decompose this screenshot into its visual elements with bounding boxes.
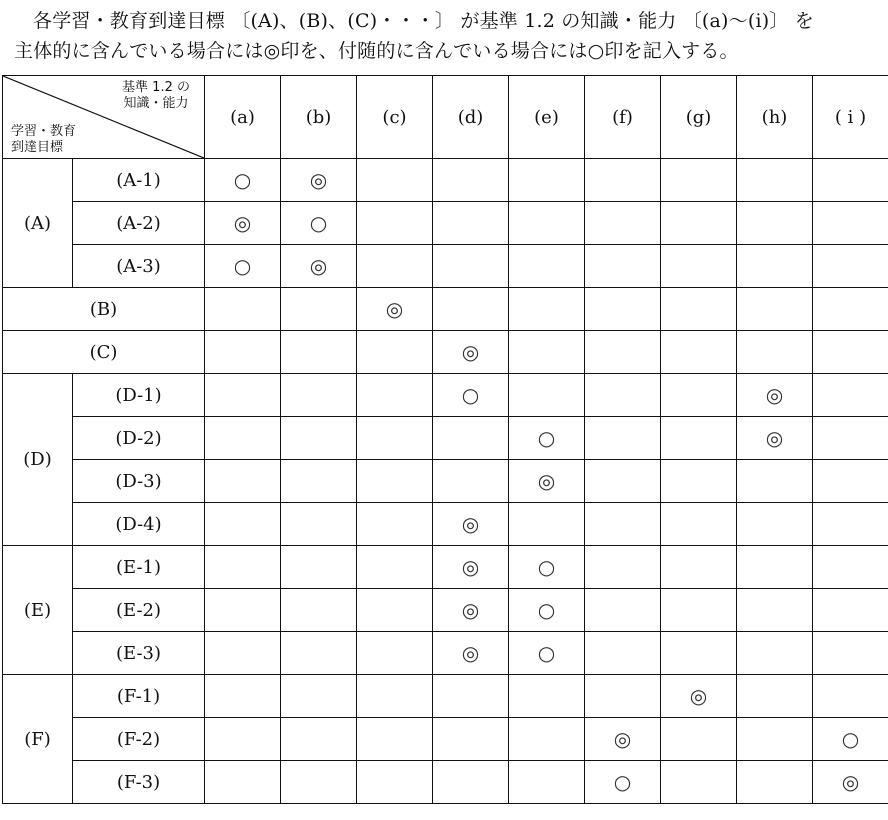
sub-objective-cell: (A-3) <box>73 245 205 288</box>
mark-cell <box>661 202 737 245</box>
mark-cell <box>661 288 737 331</box>
mark-cell <box>737 589 813 632</box>
mark-cell <box>357 632 433 675</box>
mark-cell <box>357 331 433 374</box>
mark-symbol: ○ <box>233 254 252 278</box>
mark-cell <box>281 589 357 632</box>
mark-cell <box>205 460 281 503</box>
mark-cell <box>357 460 433 503</box>
instructions <box>14 6 880 66</box>
table-row <box>3 417 888 460</box>
objectives-matrix-table <box>2 75 888 804</box>
sub-objective-cell: (D-2) <box>73 417 205 460</box>
mark-cell <box>737 503 813 546</box>
objectives-label-line-2: 到達目標 <box>11 140 64 155</box>
mark-cell <box>661 417 737 460</box>
mark-cell <box>509 718 585 761</box>
mark-cell <box>661 589 737 632</box>
mark-symbol: ○ <box>233 168 252 192</box>
mark-cell <box>813 245 888 288</box>
mark-cell <box>661 632 737 675</box>
sub-objective-cell: (F-1) <box>73 675 205 718</box>
mark-cell <box>737 460 813 503</box>
mark-cell <box>509 159 585 202</box>
mark-symbol: ◎ <box>613 727 632 751</box>
criteria-label <box>122 80 190 112</box>
mark-symbol: ◎ <box>461 598 480 622</box>
table-row <box>3 718 888 761</box>
table-row <box>3 503 888 546</box>
criteria-label-line-2: 知識・能力 <box>123 96 189 111</box>
column-header: (f) <box>585 76 661 159</box>
mark-cell <box>433 761 509 804</box>
mark-cell <box>661 374 737 417</box>
mark-cell <box>813 331 888 374</box>
mark-cell <box>661 159 737 202</box>
mark-symbol: ○ <box>841 727 860 751</box>
mark-cell <box>813 202 888 245</box>
mark-cell <box>205 417 281 460</box>
mark-cell <box>509 374 585 417</box>
mark-cell <box>737 761 813 804</box>
table-row <box>3 460 888 503</box>
mark-cell <box>357 245 433 288</box>
mark-cell <box>813 675 888 718</box>
mark-cell <box>585 718 661 761</box>
mark-symbol: ◎ <box>233 211 252 235</box>
mark-cell <box>585 245 661 288</box>
mark-cell <box>737 374 813 417</box>
mark-symbol: ○ <box>461 383 480 407</box>
mark-cell <box>585 202 661 245</box>
mark-cell <box>509 632 585 675</box>
mark-cell <box>585 503 661 546</box>
mark-cell <box>281 460 357 503</box>
mark-cell <box>433 503 509 546</box>
mark-symbol: ◎ <box>461 512 480 536</box>
mark-cell <box>433 417 509 460</box>
mark-cell <box>661 675 737 718</box>
mark-symbol: ◎ <box>309 168 328 192</box>
instructions-line-1: 各学習・教育到達目標 〔(A)、(B)、(C)・・・〕 が基準 1.2 の知識・能力 〔(a)〜(i)〕 を <box>33 10 815 32</box>
mark-cell <box>433 675 509 718</box>
mark-cell <box>357 503 433 546</box>
mark-cell <box>433 245 509 288</box>
mark-cell <box>205 718 281 761</box>
mark-cell <box>433 718 509 761</box>
mark-cell <box>813 374 888 417</box>
mark-cell <box>813 503 888 546</box>
mark-cell <box>281 546 357 589</box>
mark-cell <box>585 288 661 331</box>
mark-cell <box>281 331 357 374</box>
mark-cell <box>281 417 357 460</box>
mark-cell <box>737 159 813 202</box>
mark-symbol: ○ <box>537 598 556 622</box>
mark-cell <box>433 460 509 503</box>
mark-cell <box>433 288 509 331</box>
mark-symbol: ○ <box>537 555 556 579</box>
mark-cell <box>205 632 281 675</box>
sub-objective-cell: (E-1) <box>73 546 205 589</box>
mark-cell <box>813 288 888 331</box>
mark-cell <box>205 331 281 374</box>
mark-cell <box>205 589 281 632</box>
mark-cell <box>433 331 509 374</box>
mark-cell <box>357 159 433 202</box>
mark-cell <box>737 546 813 589</box>
objective-group-cell: (F) <box>3 675 73 804</box>
mark-cell <box>661 718 737 761</box>
objectives-label <box>11 124 76 156</box>
mark-cell <box>585 159 661 202</box>
mark-cell <box>661 245 737 288</box>
mark-cell <box>357 546 433 589</box>
header-row <box>3 76 888 159</box>
mark-cell <box>585 417 661 460</box>
mark-cell <box>661 546 737 589</box>
column-header: (c) <box>357 76 433 159</box>
mark-cell <box>281 675 357 718</box>
mark-cell <box>509 245 585 288</box>
objective-group-cell: (A) <box>3 159 73 288</box>
table-row <box>3 374 888 417</box>
mark-symbol: ○ <box>613 770 632 794</box>
mark-cell <box>357 288 433 331</box>
mark-cell <box>661 331 737 374</box>
mark-cell <box>357 718 433 761</box>
mark-cell <box>585 761 661 804</box>
column-header: (g) <box>661 76 737 159</box>
column-header: (a) <box>205 76 281 159</box>
mark-cell <box>661 761 737 804</box>
mark-cell <box>585 632 661 675</box>
objectives-label-line-1: 学習・教育 <box>11 124 77 139</box>
criteria-label-line-1: 基準 1.2 の <box>122 80 190 95</box>
mark-cell <box>585 374 661 417</box>
mark-cell <box>509 460 585 503</box>
table-row <box>3 546 888 589</box>
mark-cell <box>509 589 585 632</box>
mark-cell <box>813 546 888 589</box>
mark-symbol: ◎ <box>309 254 328 278</box>
mark-cell <box>813 589 888 632</box>
sub-objective-cell: (F-3) <box>73 761 205 804</box>
column-header: (e) <box>509 76 585 159</box>
objective-label-cell: (B) <box>3 288 205 331</box>
matrix-body <box>3 159 888 804</box>
mark-cell <box>813 718 888 761</box>
sub-objective-cell: (D-4) <box>73 503 205 546</box>
mark-cell <box>737 675 813 718</box>
mark-cell <box>205 202 281 245</box>
mark-cell <box>737 245 813 288</box>
table-row <box>3 245 888 288</box>
mark-symbol: ◎ <box>461 641 480 665</box>
objective-group-cell: (D) <box>3 374 73 546</box>
mark-cell <box>357 589 433 632</box>
mark-cell <box>737 202 813 245</box>
mark-cell <box>281 374 357 417</box>
table-row <box>3 761 888 804</box>
table-row <box>3 331 888 374</box>
mark-cell <box>585 331 661 374</box>
mark-symbol: ◎ <box>841 770 860 794</box>
mark-cell <box>813 417 888 460</box>
table-row <box>3 159 888 202</box>
mark-symbol: ◎ <box>461 340 480 364</box>
mark-cell <box>509 417 585 460</box>
mark-cell <box>281 718 357 761</box>
mark-cell <box>357 675 433 718</box>
mark-cell <box>737 718 813 761</box>
mark-cell <box>281 761 357 804</box>
mark-cell <box>433 374 509 417</box>
mark-cell <box>205 245 281 288</box>
mark-cell <box>205 503 281 546</box>
table-row <box>3 589 888 632</box>
mark-cell <box>585 460 661 503</box>
mark-cell <box>205 288 281 331</box>
column-header: (d) <box>433 76 509 159</box>
mark-cell <box>813 460 888 503</box>
mark-cell <box>433 202 509 245</box>
mark-cell <box>281 245 357 288</box>
sub-objective-cell: (D-3) <box>73 460 205 503</box>
objective-group-cell: (E) <box>3 546 73 675</box>
mark-symbol: ○ <box>537 641 556 665</box>
mark-cell <box>357 761 433 804</box>
mark-symbol: ○ <box>309 211 328 235</box>
sub-objective-cell: (A-1) <box>73 159 205 202</box>
sub-objective-cell: (F-2) <box>73 718 205 761</box>
column-header: ( i ) <box>813 76 888 159</box>
table-row <box>3 632 888 675</box>
instructions-line-2: 主体的に含んでいる場合には◎印を、付随的に含んでいる場合には○印を記入する。 <box>14 40 739 62</box>
mark-cell <box>509 761 585 804</box>
mark-cell <box>433 589 509 632</box>
corner-header-cell <box>3 76 205 159</box>
mark-cell <box>205 374 281 417</box>
mark-cell <box>357 374 433 417</box>
table-row <box>3 675 888 718</box>
mark-symbol: ◎ <box>689 684 708 708</box>
table-row <box>3 202 888 245</box>
mark-cell <box>585 546 661 589</box>
mark-symbol: ◎ <box>461 555 480 579</box>
mark-cell <box>357 202 433 245</box>
mark-cell <box>509 288 585 331</box>
mark-cell <box>357 417 433 460</box>
column-header: (h) <box>737 76 813 159</box>
mark-cell <box>509 331 585 374</box>
mark-cell <box>585 675 661 718</box>
column-header: (b) <box>281 76 357 159</box>
mark-cell <box>205 546 281 589</box>
mark-cell <box>205 675 281 718</box>
table-row <box>3 288 888 331</box>
mark-symbol: ◎ <box>765 383 784 407</box>
mark-cell <box>281 503 357 546</box>
mark-cell <box>585 589 661 632</box>
sub-objective-cell: (D-1) <box>73 374 205 417</box>
mark-symbol: ◎ <box>385 297 404 321</box>
mark-cell <box>281 202 357 245</box>
mark-cell <box>509 546 585 589</box>
mark-symbol: ○ <box>537 426 556 450</box>
mark-cell <box>433 159 509 202</box>
sub-objective-cell: (A-2) <box>73 202 205 245</box>
mark-symbol: ◎ <box>537 469 556 493</box>
mark-cell <box>205 761 281 804</box>
mark-cell <box>509 675 585 718</box>
mark-cell <box>813 632 888 675</box>
mark-cell <box>281 632 357 675</box>
mark-cell <box>281 159 357 202</box>
objective-label-cell: (C) <box>3 331 205 374</box>
sub-objective-cell: (E-2) <box>73 589 205 632</box>
mark-cell <box>509 202 585 245</box>
mark-cell <box>433 632 509 675</box>
mark-cell <box>205 159 281 202</box>
mark-symbol: ◎ <box>765 426 784 450</box>
mark-cell <box>737 288 813 331</box>
mark-cell <box>737 331 813 374</box>
mark-cell <box>509 503 585 546</box>
mark-cell <box>737 632 813 675</box>
mark-cell <box>281 288 357 331</box>
sub-objective-cell: (E-3) <box>73 632 205 675</box>
mark-cell <box>433 546 509 589</box>
mark-cell <box>737 417 813 460</box>
mark-cell <box>661 460 737 503</box>
mark-cell <box>813 761 888 804</box>
mark-cell <box>813 159 888 202</box>
mark-cell <box>661 503 737 546</box>
